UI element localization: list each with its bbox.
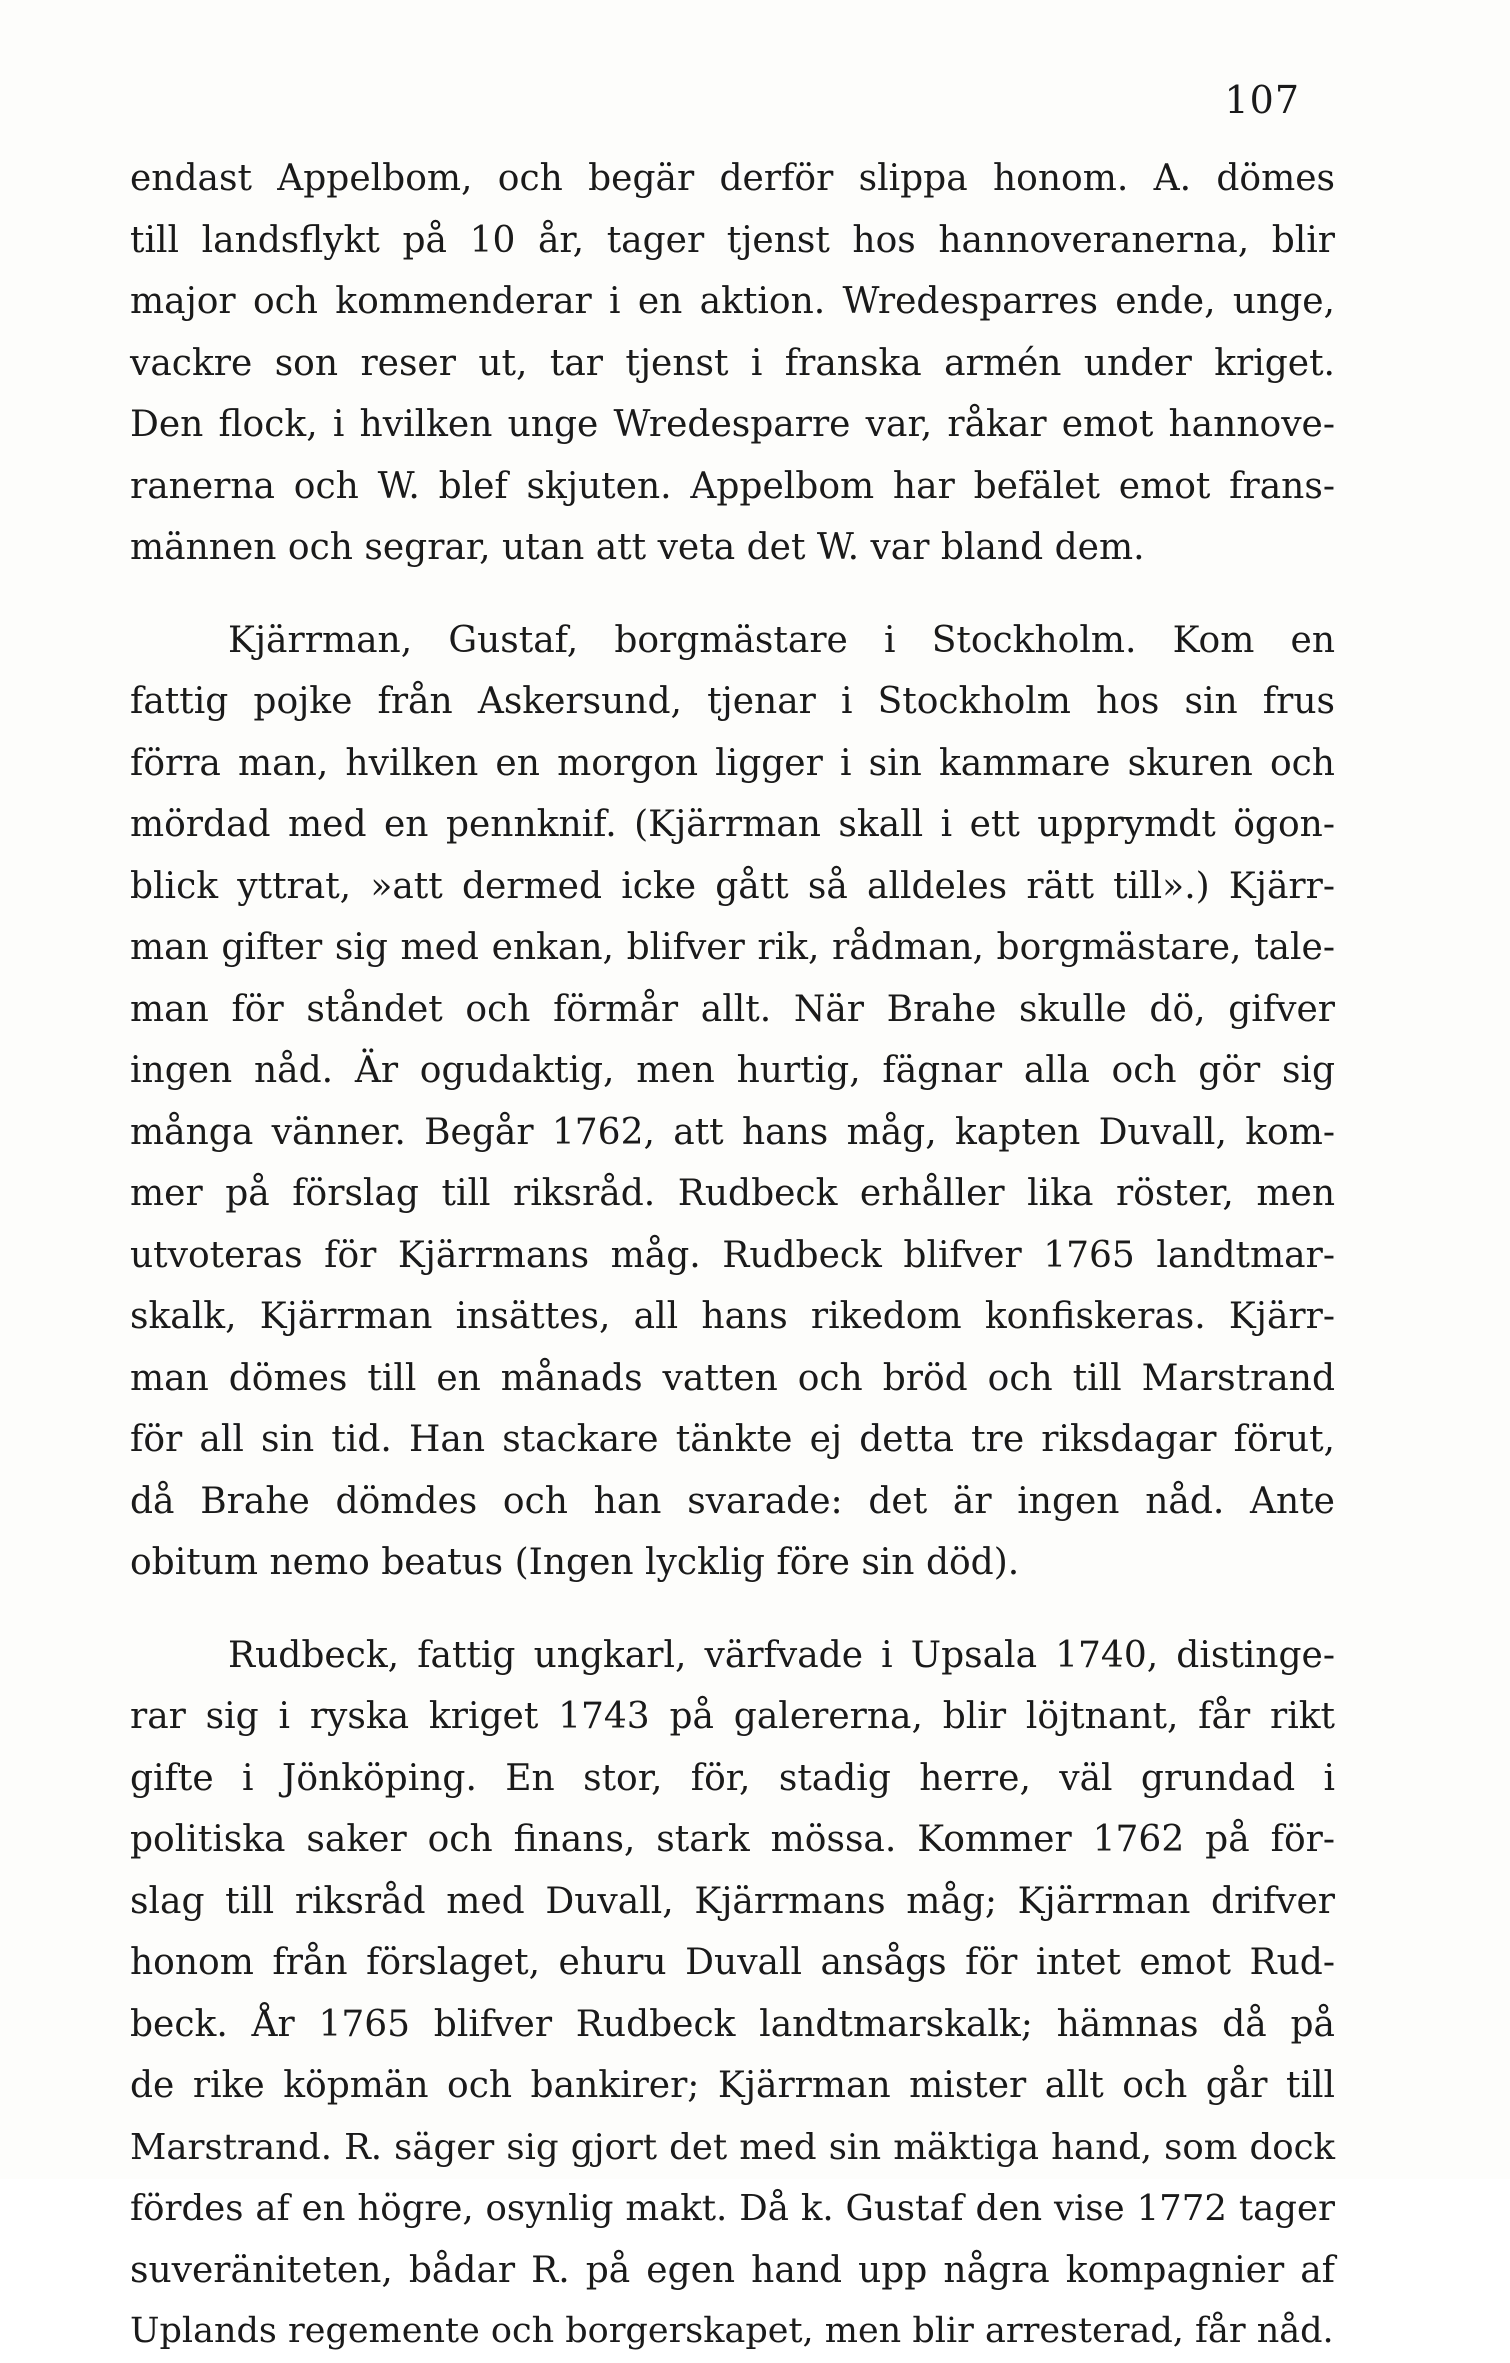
text-line: Kjärrman, Gustaf, borgmästare i Stockholm. Kom en <box>228 619 1335 661</box>
text-line: de rike köpmän och bankirer; Kjärrman mister allt och går till <box>130 2065 1335 2106</box>
text-line: major och kommenderar i en aktion. Wredesparres ende, unge, <box>130 281 1335 322</box>
text-line: mördad med en pennknif. (Kjärrman skall i ett upprymdt ögon- <box>130 804 1335 845</box>
text-line: mer på förslag till riksråd. Rudbeck erhåller lika röster, men <box>130 1173 1335 1214</box>
text-line: utvoteras för Kjärrmans måg. Rudbeck blifver 1765 landtmar- <box>130 1234 1335 1276</box>
text-line: ingen nåd. Är ogudaktig, men hurtig, fägnar alla och gör sig <box>130 1050 1335 1091</box>
paragraph-kjarrman <box>130 610 1335 1594</box>
page-number: 107 <box>1224 78 1300 122</box>
text-line: männen och segrar, utan att veta det W. var bland dem. <box>130 527 1145 568</box>
text-line: honom från förslaget, ehuru Duvall ansågs för intet emot Rud- <box>130 1942 1335 1983</box>
text-line: fördes af en högre, osynlig makt. Då k. Gustaf den vise 1772 tager <box>130 2188 1335 2229</box>
text-line: då Brahe dömdes och han svarade: det är ingen nåd. Ante <box>130 1480 1335 1522</box>
text-line: obitum nemo beatus (Ingen lycklig före sin död). <box>130 1542 1020 1583</box>
text-line: man gifter sig med enkan, blifver rik, rådman, borgmästare, tale- <box>130 927 1335 968</box>
text-line: Uplands regemente och borgerskapet, men blir arresterad, får nåd. <box>130 2311 1334 2351</box>
text-line: fattig pojke från Askersund, tjenar i Stockholm hos sin frus <box>130 681 1335 722</box>
text-line: endast Appelbom, och begär derför slippa honom. A. dömes <box>130 158 1335 199</box>
paragraph-rudbeck <box>130 1625 1335 2363</box>
text-line: ranerna och W. blef skjuten. Appelbom har befälet emot frans- <box>130 465 1335 507</box>
text-line: för all sin tid. Han stackare tänkte ej detta tre riksdagar förut, <box>130 1419 1335 1460</box>
paragraph-appelbom <box>130 148 1335 579</box>
text-line: förra man, hvilken en morgon ligger i sin kammare skuren och <box>130 742 1335 784</box>
text-line: Marstrand. R. säger sig gjort det med sin mäktiga hand, som dock <box>130 2126 1335 2168</box>
text-line: många vänner. Begår 1762, att hans måg, kapten Duvall, kom- <box>130 1111 1335 1153</box>
text-line: blick yttrat, »att dermed icke gått så alldeles rätt till».) Kjärr- <box>130 865 1335 907</box>
text-line: skalk, Kjärrman insättes, all hans rikedom konfiskeras. Kjärr- <box>130 1296 1335 1337</box>
text-line: beck. År 1765 blifver Rudbeck landtmarskalk; hämnas då på <box>130 2003 1335 2045</box>
text-line: man för ståndet och förmår allt. När Brahe skulle dö, gifver <box>130 988 1335 1030</box>
text-line: Rudbeck, fattig ungkarl, värfvade i Upsala 1740, distinge- <box>228 1634 1335 1676</box>
text-line: vackre son reser ut, tar tjenst i franska armén under kriget. <box>130 342 1335 384</box>
text-line: man dömes till en månads vatten och bröd och till Marstrand <box>130 1357 1335 1399</box>
body-text <box>130 148 1335 2363</box>
text-line: rar sig i ryska kriget 1743 på galererna, blir löjtnant, får rikt <box>130 1696 1335 1737</box>
text-line: Den flock, i hvilken unge Wredesparre var, råkar emot hannove- <box>130 404 1335 445</box>
text-line: slag till riksråd med Duvall, Kjärrmans måg; Kjärrman drifver <box>130 1880 1335 1922</box>
text-line: suveräniteten, bådar R. på egen hand upp några kompagnier af <box>130 2249 1335 2291</box>
text-line: till landsflykt på 10 år, tager tjenst hos hannoveranerna, blir <box>130 219 1335 261</box>
text-line: politiska saker och finans, stark mössa. Kommer 1762 på för- <box>130 1819 1335 1860</box>
text-line: gifte i Jönköping. En stor, för, stadig herre, väl grundad i <box>130 1757 1335 1799</box>
